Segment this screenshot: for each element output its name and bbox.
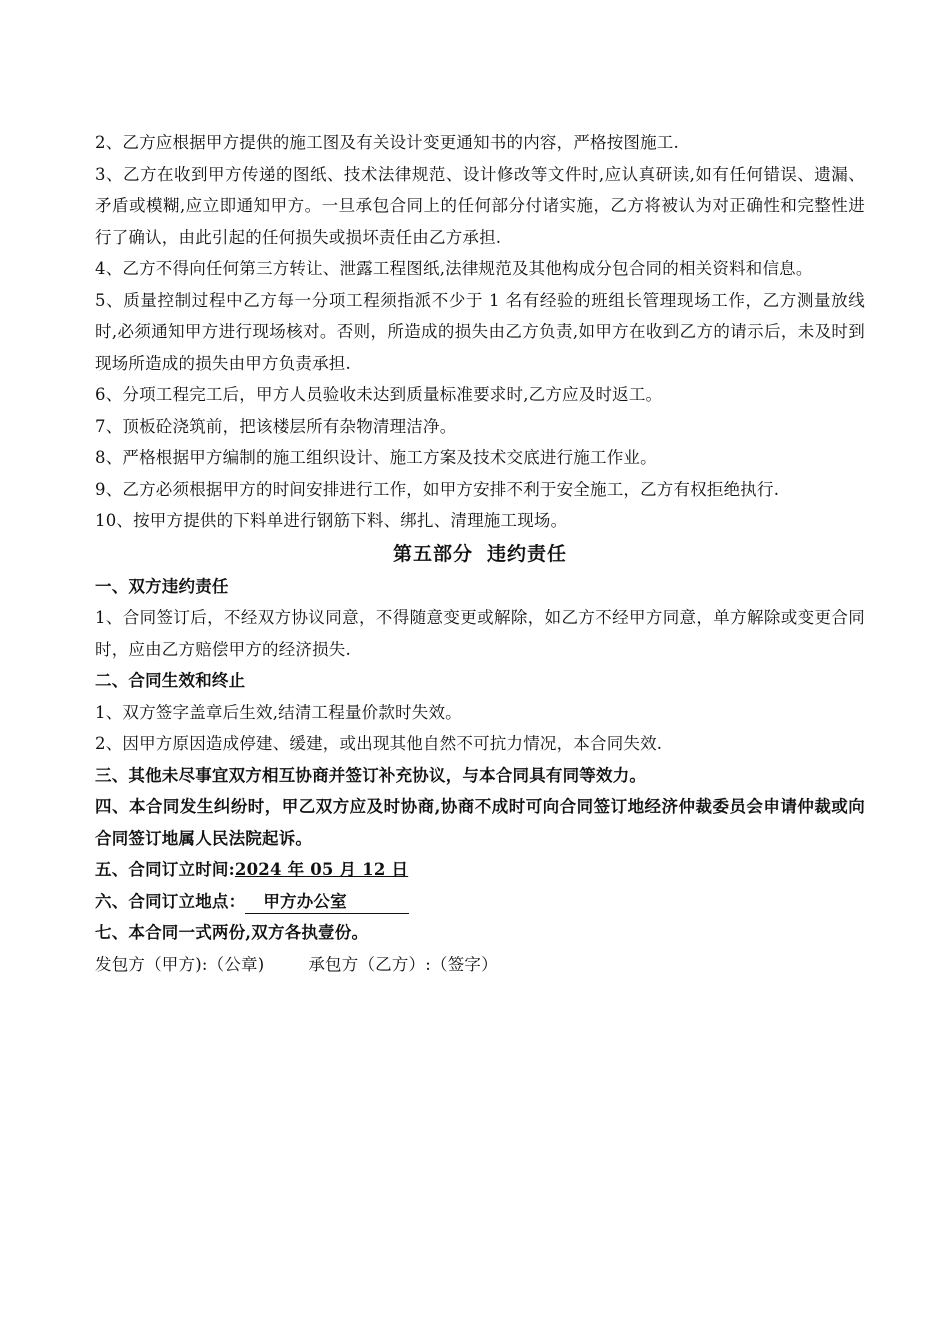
signing-place-line (95, 886, 865, 918)
section-title-part: 第五部分 (392, 542, 473, 565)
party-b-signature: 承包方（乙方）:（签字） (308, 954, 498, 974)
copies-clause: 七、本合同一式两份,双方各执壹份。 (95, 923, 369, 942)
party-a-signature: 发包方（甲方):（公章) (95, 954, 265, 974)
breach-heading: 一、双方违约责任 (95, 576, 229, 596)
signing-place-blank (245, 891, 409, 914)
dispute-clause: 四、本合同发生纠纷时，甲乙双方应及时协商,协商不成时可向合同签订地经济仲裁委员会申请仲裁或向合同签订地属人民法院起诉。 (95, 797, 865, 848)
section-title (95, 537, 865, 571)
signature-line (95, 949, 865, 981)
clause-2: 2、乙方应根据甲方提供的施工图及有关设计变更通知书的内容，严格按图施工. (95, 133, 679, 152)
signing-date-label: 五、合同订立时间: (95, 860, 235, 879)
signing-date-line (95, 854, 865, 886)
clause-3: 3、乙方在收到甲方传递的图纸、技术法律规范、设计修改等文件时,应认真研读,如有任何错误、遗漏、矛盾或模糊,应立即通知甲方。一旦承包合同上的任何部分付诸实施，乙方将被认为对正确性和完整性进行了确认，由此引起的任何损失或损坏责任由乙方承担. (95, 164, 865, 247)
supplement-clause: 三、其他未尽事宜双方相互协商并签订补充协议，与本合同具有同等效力。 (95, 765, 647, 785)
clause-4: 4、乙方不得向任何第三方转让、泄露工程图纸,法律规范及其他构成分包合同的相关资料和信息。 (95, 259, 813, 278)
clause-8: 8、严格根据甲方编制的施工组织设计、施工方案及技术交底进行施工作业。 (95, 448, 657, 467)
clause-7: 7、顶板砼浇筑前，把该楼层所有杂物清理洁净。 (95, 416, 457, 436)
effect-heading: 二、合同生效和终止 (95, 671, 246, 690)
clause-5: 5、质量控制过程中乙方每一分项工程须指派不少于 1 名有经验的班组长管理现场工作，乙方测量放线时,必须通知甲方进行现场核对。否则，所造成的损失由乙方负责,如甲方在收到乙方的请示后，未及时到现场所造成的损失由甲方负责承担. (95, 290, 865, 373)
signing-place-value: 甲方办公室 (263, 891, 347, 911)
contract-page (95, 127, 865, 980)
clause-6: 6、分项工程完工后，甲方人员验收未达到质量标准要求时,乙方应及时返工。 (95, 385, 663, 404)
breach-item-1: 1、合同签订后，不经双方协议同意，不得随意变更或解除，如乙方不经甲方同意，单方解除或变更合同时，应由乙方赔偿甲方的经济损失. (95, 608, 865, 659)
effect-item-2: 2、因甲方原因造成停建、缓建，或出现其他自然不可抗力情况，本合同失效. (95, 734, 663, 753)
clause-10: 10、按甲方提供的下料单进行钢筋下料、绑扎、清理施工现场。 (95, 511, 568, 530)
section-title-name: 违约责任 (487, 542, 568, 565)
effect-item-1: 1、双方签字盖章后生效,结清工程量价款时失效。 (95, 702, 462, 722)
signing-date-value: 2024 年 05 月 12 日 (234, 860, 409, 879)
clause-9: 9、乙方必须根据甲方的时间安排进行工作，如甲方安排不利于安全施工，乙方有权拒绝执行. (95, 479, 780, 499)
signing-place-label: 六、合同订立地点： (95, 891, 246, 911)
